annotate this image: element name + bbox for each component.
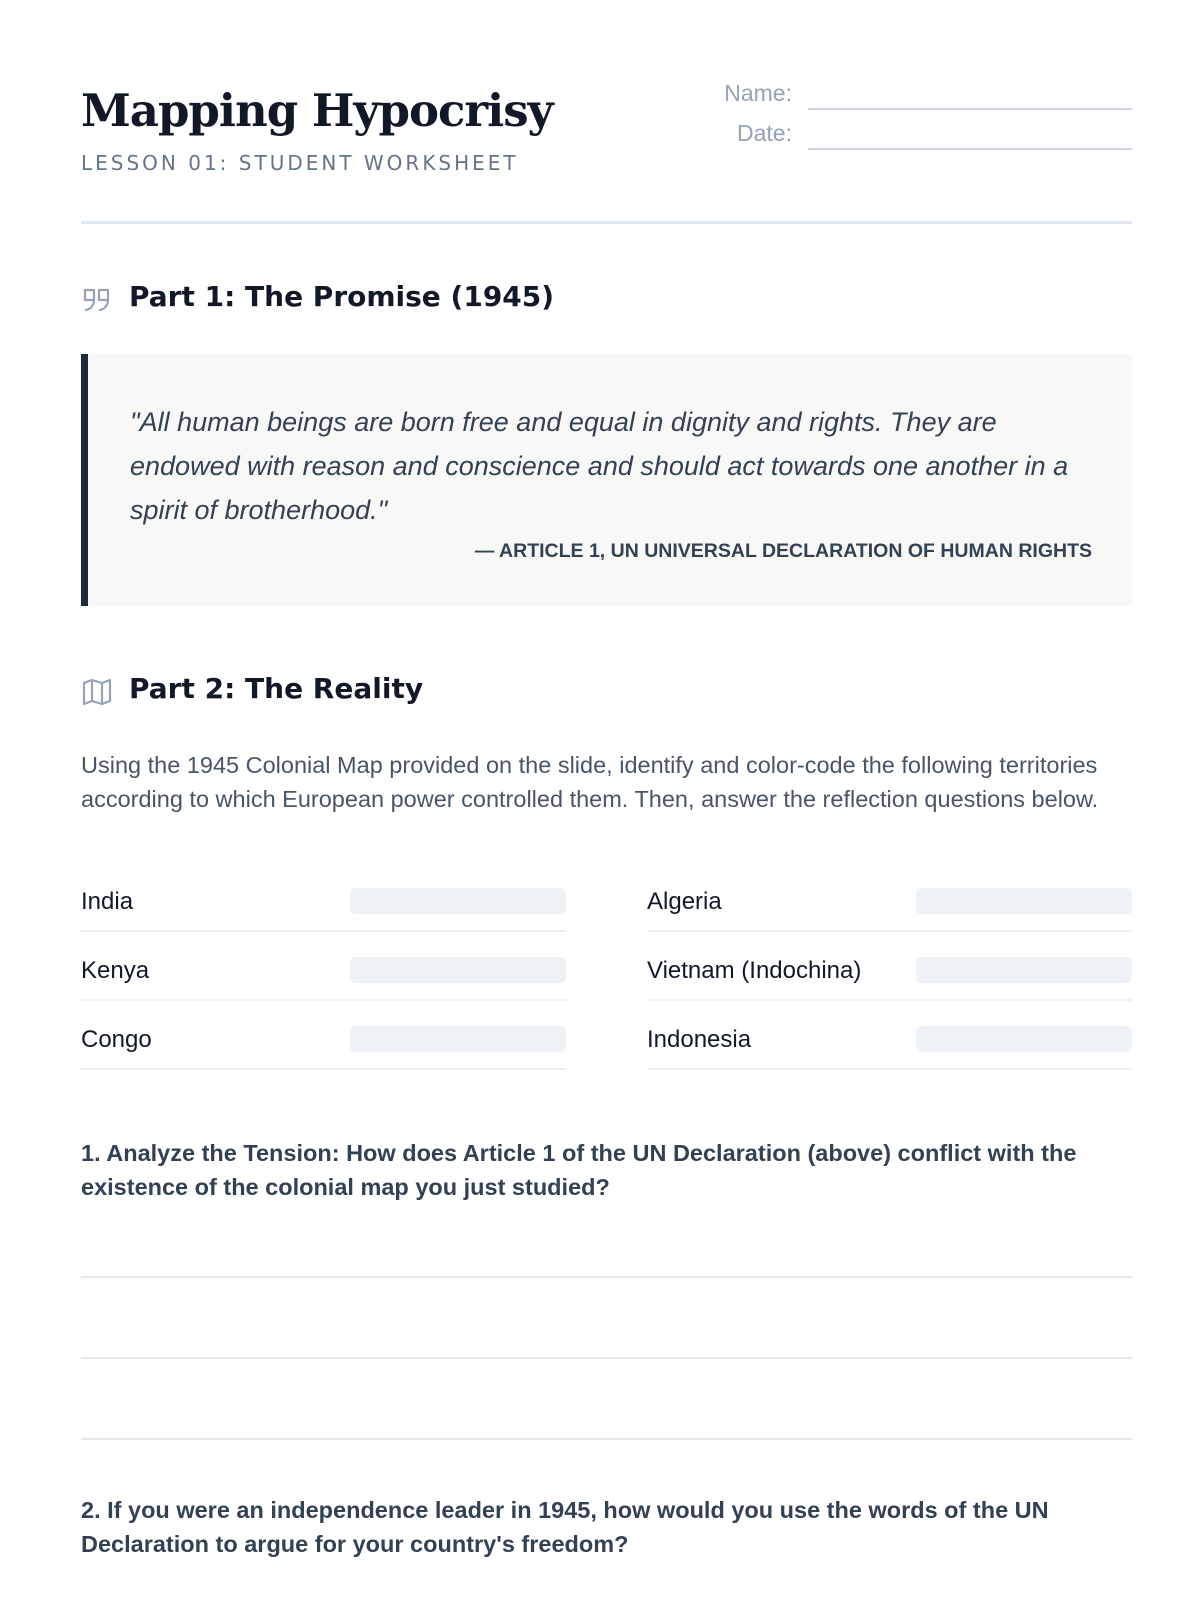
question-2: 2. If you were an independence leader in 1945, how would you use the words of the UN Declaration to argue for your country's freedom? [81,1497,1049,1557]
quote-block [81,354,1132,606]
question-1: 1. Analyze the Tension: How does Article 1 of the UN Declaration (above) conflict with the existence of the colonial map you just studied? [81,1140,1077,1200]
name-field[interactable] [700,80,1132,114]
territory-row [81,1018,566,1070]
instructions-text: Using the 1945 Colonial Map provided on the slide, identify and color-code the following territories according to which European power controlled them. Then, answer the reflection questions below. [81,752,1099,812]
territory-row [647,949,1132,1001]
territory-row [647,1018,1132,1070]
territory-name: Kenya [81,957,150,984]
header-divider [81,221,1132,224]
part1-title: Part 1: The Promise (1945) [129,280,555,313]
territory-name: Indonesia [647,1026,752,1053]
name-input-line[interactable] [808,108,1132,110]
page-title: Mapping Hypocrisy [81,84,553,137]
page-subtitle: LESSON 01: STUDENT WORKSHEET [81,151,519,175]
territory-name: Vietnam (Indochina) [647,957,862,984]
answer-line[interactable] [81,1438,1132,1440]
part2-title: Part 2: The Reality [129,672,424,705]
map-icon [81,676,113,708]
territory-color-blank[interactable] [350,888,566,914]
answer-line[interactable] [81,1276,1132,1278]
date-field[interactable] [700,120,1132,154]
date-label: Date: [737,120,792,146]
territory-row [81,949,566,1001]
territory-name: Algeria [647,888,722,915]
territory-color-blank[interactable] [916,1026,1132,1052]
quote-source: — ARTICLE 1, UN UNIVERSAL DECLARATION OF HUMAN RIGHTS [474,540,1092,562]
territory-color-blank[interactable] [916,888,1132,914]
quote-text: "All human beings are born free and equal in dignity and rights. They are endowed with reason and conscience and should act towards one another in a spirit of brotherhood." [130,407,1069,525]
date-input-line[interactable] [808,148,1132,150]
territory-color-blank[interactable] [916,957,1132,983]
quote-icon [81,284,113,316]
territory-color-blank[interactable] [350,1026,566,1052]
territory-row [647,880,1132,932]
territory-color-blank[interactable] [350,957,566,983]
territory-row [81,880,566,932]
answer-line[interactable] [81,1357,1132,1359]
territory-name: Congo [81,1026,152,1053]
territory-name: India [81,888,134,915]
name-label: Name: [724,80,792,106]
